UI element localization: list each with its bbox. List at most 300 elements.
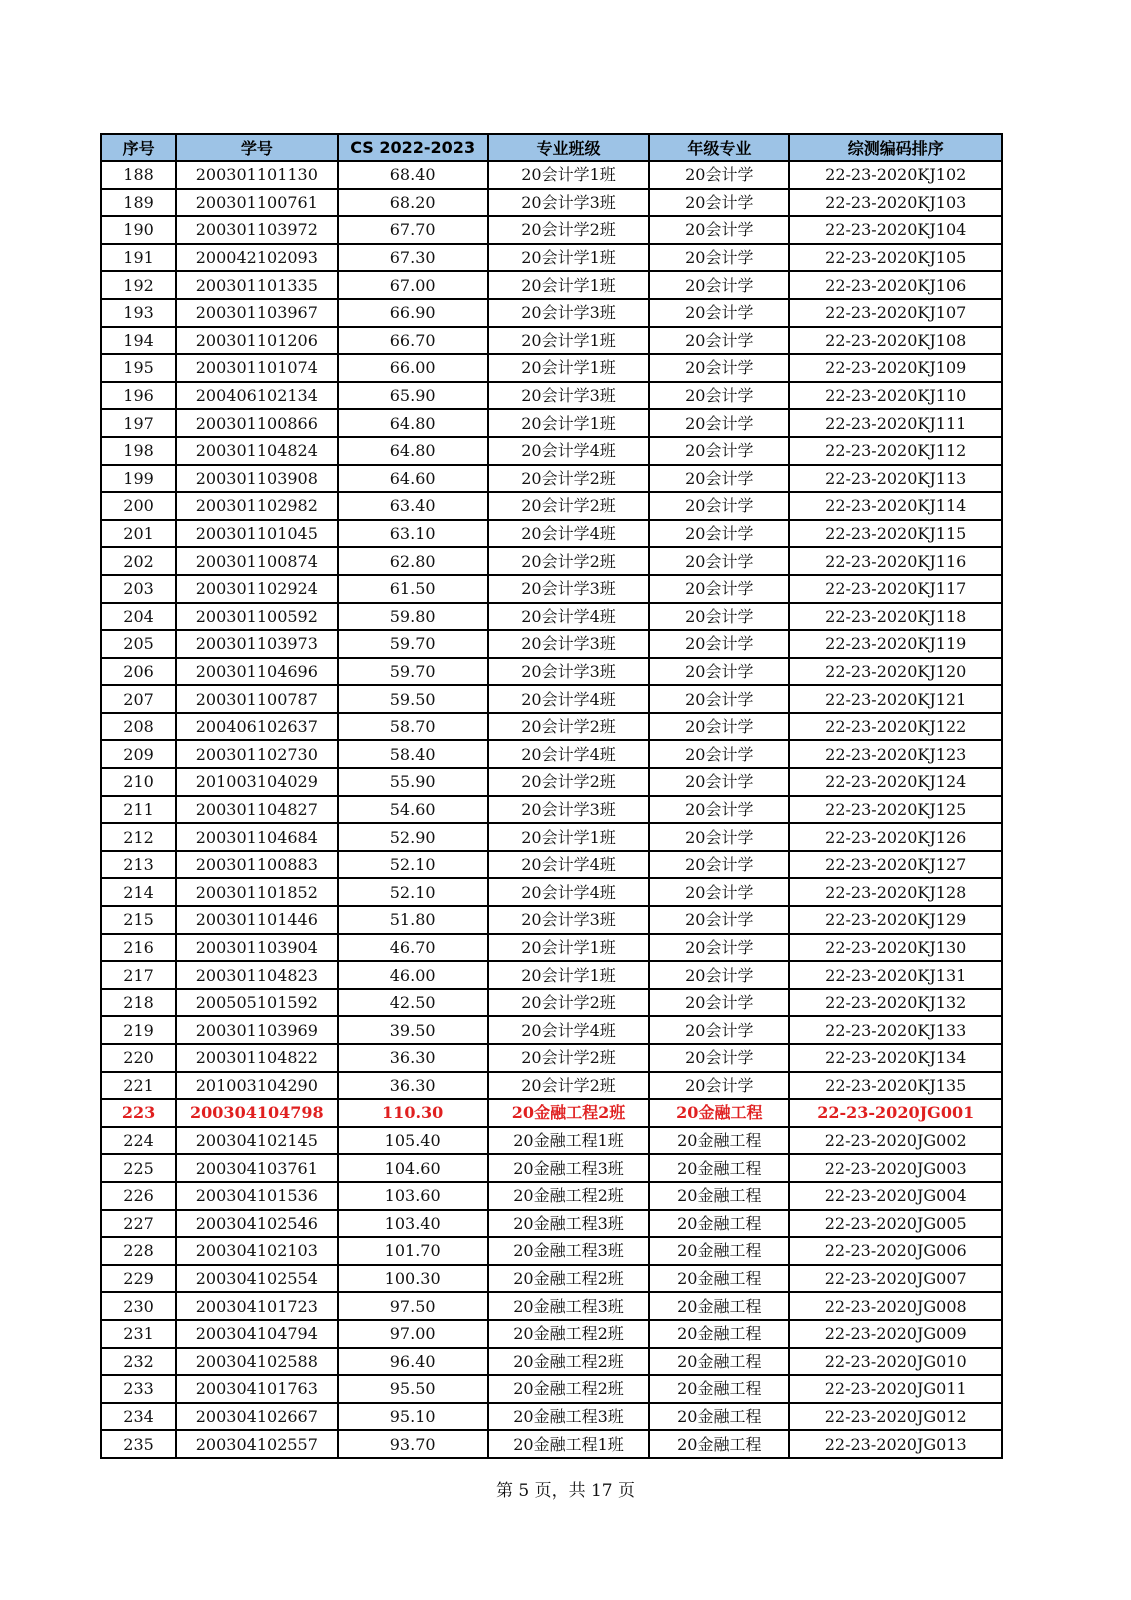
row-class: 20会计学4班 (488, 437, 649, 465)
row-class: 20金融工程2班 (488, 1265, 649, 1293)
row-grade-major: 20会计学 (649, 961, 789, 989)
row-student-id: 200304102588 (176, 1348, 337, 1376)
row-class: 20金融工程3班 (488, 1237, 649, 1265)
row-grade-major: 20会计学 (649, 354, 789, 382)
row-grade-major: 20会计学 (649, 382, 789, 410)
header-score: CS 2022-2023 (338, 134, 488, 161)
row-student-id: 200301100866 (176, 409, 337, 437)
row-grade-major: 20金融工程 (649, 1127, 789, 1155)
row-code: 22-23-2020KJ131 (789, 961, 1002, 989)
row-class: 20会计学3班 (488, 658, 649, 686)
table-row (101, 823, 1002, 851)
row-code: 22-23-2020JG008 (789, 1292, 1002, 1320)
row-seq: 199 (101, 465, 176, 493)
row-code: 22-23-2020KJ132 (789, 989, 1002, 1017)
row-seq: 216 (101, 934, 176, 962)
row-student-id: 200304104794 (176, 1320, 337, 1348)
row-grade-major: 20会计学 (649, 465, 789, 493)
row-score: 36.30 (338, 1072, 488, 1100)
row-seq: 221 (101, 1072, 176, 1100)
row-grade-major: 20金融工程 (649, 1375, 789, 1403)
row-student-id: 200301100761 (176, 189, 337, 217)
row-grade-major: 20会计学 (649, 216, 789, 244)
row-seq: 212 (101, 823, 176, 851)
row-student-id: 200406102637 (176, 713, 337, 741)
row-class: 20会计学1班 (488, 354, 649, 382)
row-score: 103.60 (338, 1182, 488, 1210)
row-seq: 191 (101, 244, 176, 272)
row-seq: 188 (101, 161, 176, 189)
row-score: 39.50 (338, 1016, 488, 1044)
row-score: 46.70 (338, 934, 488, 962)
row-seq: 203 (101, 575, 176, 603)
row-code: 22-23-2020KJ112 (789, 437, 1002, 465)
table-row (101, 161, 1002, 189)
row-class: 20金融工程3班 (488, 1210, 649, 1238)
row-grade-major: 20金融工程 (649, 1403, 789, 1431)
row-class: 20会计学1班 (488, 244, 649, 272)
row-score: 63.40 (338, 492, 488, 520)
table-row (101, 603, 1002, 631)
row-score: 66.70 (338, 327, 488, 355)
row-student-id: 201003104290 (176, 1072, 337, 1100)
row-grade-major: 20会计学 (649, 768, 789, 796)
row-seq: 192 (101, 271, 176, 299)
row-score: 67.30 (338, 244, 488, 272)
row-grade-major: 20金融工程 (649, 1210, 789, 1238)
row-code: 22-23-2020JG005 (789, 1210, 1002, 1238)
table-row (101, 492, 1002, 520)
row-class: 20金融工程2班 (488, 1182, 649, 1210)
row-student-id: 200301100874 (176, 547, 337, 575)
row-student-id: 200301103908 (176, 465, 337, 493)
row-seq: 207 (101, 685, 176, 713)
row-score: 95.10 (338, 1403, 488, 1431)
row-student-id: 200301104822 (176, 1044, 337, 1072)
row-class: 20会计学1班 (488, 934, 649, 962)
row-seq: 214 (101, 878, 176, 906)
row-seq: 218 (101, 989, 176, 1017)
row-seq: 224 (101, 1127, 176, 1155)
row-seq: 197 (101, 409, 176, 437)
row-class: 20会计学2班 (488, 1072, 649, 1100)
row-student-id: 200304102103 (176, 1237, 337, 1265)
row-student-id: 200301102982 (176, 492, 337, 520)
row-seq: 228 (101, 1237, 176, 1265)
row-score: 55.90 (338, 768, 488, 796)
row-student-id: 201003104029 (176, 768, 337, 796)
table-row (101, 878, 1002, 906)
row-code: 22-23-2020JG003 (789, 1154, 1002, 1182)
row-seq: 217 (101, 961, 176, 989)
table-row (101, 1320, 1002, 1348)
row-student-id: 200301103972 (176, 216, 337, 244)
row-seq: 234 (101, 1403, 176, 1431)
row-seq: 194 (101, 327, 176, 355)
row-class: 20会计学1班 (488, 961, 649, 989)
row-code: 22-23-2020KJ121 (789, 685, 1002, 713)
row-code: 22-23-2020KJ117 (789, 575, 1002, 603)
row-score: 97.50 (338, 1292, 488, 1320)
row-code: 22-23-2020KJ133 (789, 1016, 1002, 1044)
row-code: 22-23-2020JG006 (789, 1237, 1002, 1265)
row-student-id: 200301101045 (176, 520, 337, 548)
row-code: 22-23-2020JG013 (789, 1430, 1002, 1458)
row-student-id: 200301101852 (176, 878, 337, 906)
table-row (101, 796, 1002, 824)
header-student-id: 学号 (176, 134, 337, 161)
row-seq: 232 (101, 1348, 176, 1376)
table-row (101, 189, 1002, 217)
row-code: 22-23-2020JG002 (789, 1127, 1002, 1155)
row-code: 22-23-2020KJ115 (789, 520, 1002, 548)
row-grade-major: 20会计学 (649, 161, 789, 189)
row-seq: 202 (101, 547, 176, 575)
table-row (101, 575, 1002, 603)
row-class: 20会计学3班 (488, 575, 649, 603)
row-class: 20会计学3班 (488, 189, 649, 217)
row-score: 67.00 (338, 271, 488, 299)
row-seq: 205 (101, 630, 176, 658)
table-row (101, 989, 1002, 1017)
row-code: 22-23-2020KJ111 (789, 409, 1002, 437)
table-row (101, 1154, 1002, 1182)
row-score: 59.80 (338, 603, 488, 631)
table-body (101, 161, 1002, 1458)
row-code: 22-23-2020JG001 (789, 1099, 1002, 1127)
row-score: 101.70 (338, 1237, 488, 1265)
row-grade-major: 20会计学 (649, 437, 789, 465)
row-code: 22-23-2020KJ129 (789, 906, 1002, 934)
table-row (101, 768, 1002, 796)
table-row (101, 1348, 1002, 1376)
table-row (101, 713, 1002, 741)
row-score: 64.60 (338, 465, 488, 493)
row-student-id: 200042102093 (176, 244, 337, 272)
row-grade-major: 20金融工程 (649, 1182, 789, 1210)
row-student-id: 200301104824 (176, 437, 337, 465)
row-student-id: 200301103969 (176, 1016, 337, 1044)
table-row (101, 1210, 1002, 1238)
row-code: 22-23-2020KJ123 (789, 740, 1002, 768)
row-student-id: 200304102554 (176, 1265, 337, 1293)
row-code: 22-23-2020JG011 (789, 1375, 1002, 1403)
row-grade-major: 20会计学 (649, 878, 789, 906)
row-grade-major: 20会计学 (649, 989, 789, 1017)
row-student-id: 200301104684 (176, 823, 337, 851)
row-student-id: 200301103973 (176, 630, 337, 658)
row-student-id: 200304102546 (176, 1210, 337, 1238)
row-seq: 198 (101, 437, 176, 465)
row-score: 58.70 (338, 713, 488, 741)
row-seq: 223 (101, 1099, 176, 1127)
row-code: 22-23-2020KJ122 (789, 713, 1002, 741)
row-score: 68.40 (338, 161, 488, 189)
row-class: 20金融工程2班 (488, 1348, 649, 1376)
row-student-id: 200304102145 (176, 1127, 337, 1155)
row-grade-major: 20会计学 (649, 685, 789, 713)
row-score: 51.80 (338, 906, 488, 934)
row-score: 46.00 (338, 961, 488, 989)
row-class: 20会计学3班 (488, 796, 649, 824)
row-seq: 230 (101, 1292, 176, 1320)
row-grade-major: 20会计学 (649, 1044, 789, 1072)
row-code: 22-23-2020KJ103 (789, 189, 1002, 217)
row-class: 20金融工程2班 (488, 1099, 649, 1127)
row-class: 20会计学4班 (488, 520, 649, 548)
table-row (101, 1430, 1002, 1458)
row-grade-major: 20会计学 (649, 934, 789, 962)
row-score: 64.80 (338, 437, 488, 465)
row-grade-major: 20会计学 (649, 299, 789, 327)
table-row (101, 851, 1002, 879)
row-seq: 189 (101, 189, 176, 217)
row-code: 22-23-2020KJ119 (789, 630, 1002, 658)
header-seq: 序号 (101, 134, 176, 161)
header-grade-major: 年级专业 (649, 134, 789, 161)
row-code: 22-23-2020KJ124 (789, 768, 1002, 796)
row-code: 22-23-2020JG007 (789, 1265, 1002, 1293)
row-seq: 200 (101, 492, 176, 520)
row-class: 20会计学4班 (488, 851, 649, 879)
row-score: 97.00 (338, 1320, 488, 1348)
table-row (101, 1072, 1002, 1100)
row-code: 22-23-2020KJ116 (789, 547, 1002, 575)
table-row (101, 354, 1002, 382)
row-student-id: 200301101130 (176, 161, 337, 189)
row-class: 20会计学4班 (488, 740, 649, 768)
row-grade-major: 20会计学 (649, 520, 789, 548)
row-grade-major: 20会计学 (649, 189, 789, 217)
row-code: 22-23-2020KJ135 (789, 1072, 1002, 1100)
row-class: 20会计学4班 (488, 685, 649, 713)
header-class: 专业班级 (488, 134, 649, 161)
row-seq: 210 (101, 768, 176, 796)
row-seq: 219 (101, 1016, 176, 1044)
row-grade-major: 20会计学 (649, 327, 789, 355)
row-class: 20会计学1班 (488, 271, 649, 299)
row-seq: 193 (101, 299, 176, 327)
row-seq: 190 (101, 216, 176, 244)
table-row (101, 906, 1002, 934)
table-row (101, 1127, 1002, 1155)
row-student-id: 200301103904 (176, 934, 337, 962)
row-code: 22-23-2020KJ102 (789, 161, 1002, 189)
table-row (101, 658, 1002, 686)
row-score: 62.80 (338, 547, 488, 575)
table-row (101, 465, 1002, 493)
row-score: 63.10 (338, 520, 488, 548)
row-class: 20会计学1班 (488, 823, 649, 851)
row-score: 93.70 (338, 1430, 488, 1458)
row-score: 59.70 (338, 630, 488, 658)
row-code: 22-23-2020KJ106 (789, 271, 1002, 299)
row-student-id: 200301102924 (176, 575, 337, 603)
row-grade-major: 20会计学 (649, 409, 789, 437)
row-score: 100.30 (338, 1265, 488, 1293)
row-grade-major: 20金融工程 (649, 1099, 789, 1127)
row-student-id: 200304103761 (176, 1154, 337, 1182)
row-code: 22-23-2020JG004 (789, 1182, 1002, 1210)
row-seq: 208 (101, 713, 176, 741)
row-code: 22-23-2020KJ134 (789, 1044, 1002, 1072)
row-grade-major: 20会计学 (649, 823, 789, 851)
row-seq: 195 (101, 354, 176, 382)
row-student-id: 200301104823 (176, 961, 337, 989)
row-seq: 235 (101, 1430, 176, 1458)
row-grade-major: 20会计学 (649, 713, 789, 741)
row-code: 22-23-2020KJ110 (789, 382, 1002, 410)
row-class: 20金融工程1班 (488, 1430, 649, 1458)
row-grade-major: 20会计学 (649, 1016, 789, 1044)
table-row (101, 271, 1002, 299)
row-class: 20会计学2班 (488, 465, 649, 493)
table-row (101, 437, 1002, 465)
row-class: 20会计学2班 (488, 547, 649, 575)
row-student-id: 200301102730 (176, 740, 337, 768)
row-grade-major: 20会计学 (649, 271, 789, 299)
row-code: 22-23-2020KJ125 (789, 796, 1002, 824)
row-seq: 201 (101, 520, 176, 548)
row-grade-major: 20会计学 (649, 575, 789, 603)
row-code: 22-23-2020KJ104 (789, 216, 1002, 244)
row-student-id: 200301100592 (176, 603, 337, 631)
row-grade-major: 20会计学 (649, 658, 789, 686)
row-student-id: 200301100883 (176, 851, 337, 879)
row-student-id: 200304101763 (176, 1375, 337, 1403)
row-student-id: 200301101206 (176, 327, 337, 355)
table-row (101, 547, 1002, 575)
table-row (101, 1237, 1002, 1265)
row-student-id: 200304102667 (176, 1403, 337, 1431)
row-code: 22-23-2020KJ120 (789, 658, 1002, 686)
row-student-id: 200505101592 (176, 989, 337, 1017)
row-class: 20会计学3班 (488, 630, 649, 658)
row-student-id: 200301100787 (176, 685, 337, 713)
row-seq: 220 (101, 1044, 176, 1072)
row-score: 59.50 (338, 685, 488, 713)
row-grade-major: 20金融工程 (649, 1320, 789, 1348)
row-score: 61.50 (338, 575, 488, 603)
row-student-id: 200304102557 (176, 1430, 337, 1458)
row-class: 20会计学2班 (488, 989, 649, 1017)
row-grade-major: 20会计学 (649, 547, 789, 575)
row-score: 54.60 (338, 796, 488, 824)
table-row (101, 1265, 1002, 1293)
row-grade-major: 20会计学 (649, 740, 789, 768)
row-student-id: 200304101536 (176, 1182, 337, 1210)
row-code: 22-23-2020JG010 (789, 1348, 1002, 1376)
row-class: 20会计学1班 (488, 409, 649, 437)
row-class: 20金融工程2班 (488, 1375, 649, 1403)
row-student-id: 200301101335 (176, 271, 337, 299)
row-grade-major: 20会计学 (649, 630, 789, 658)
row-seq: 209 (101, 740, 176, 768)
row-student-id: 200301103967 (176, 299, 337, 327)
row-score: 52.90 (338, 823, 488, 851)
row-code: 22-23-2020JG009 (789, 1320, 1002, 1348)
row-score: 66.00 (338, 354, 488, 382)
table-row (101, 961, 1002, 989)
row-score: 42.50 (338, 989, 488, 1017)
row-class: 20会计学2班 (488, 768, 649, 796)
row-code: 22-23-2020KJ114 (789, 492, 1002, 520)
row-score: 36.30 (338, 1044, 488, 1072)
row-score: 68.20 (338, 189, 488, 217)
row-grade-major: 20会计学 (649, 244, 789, 272)
row-score: 103.40 (338, 1210, 488, 1238)
row-seq: 226 (101, 1182, 176, 1210)
table-row (101, 1016, 1002, 1044)
row-grade-major: 20会计学 (649, 1072, 789, 1100)
table-row (101, 1403, 1002, 1431)
row-seq: 227 (101, 1210, 176, 1238)
table-row (101, 299, 1002, 327)
row-score: 104.60 (338, 1154, 488, 1182)
row-student-id: 200301104696 (176, 658, 337, 686)
row-class: 20会计学2班 (488, 492, 649, 520)
row-grade-major: 20会计学 (649, 603, 789, 631)
row-class: 20金融工程3班 (488, 1292, 649, 1320)
row-code: 22-23-2020KJ127 (789, 851, 1002, 879)
table-row (101, 244, 1002, 272)
row-grade-major: 20金融工程 (649, 1237, 789, 1265)
table-row (101, 327, 1002, 355)
row-student-id: 200304104798 (176, 1099, 337, 1127)
table-row (101, 1292, 1002, 1320)
row-class: 20会计学4班 (488, 1016, 649, 1044)
row-class: 20会计学3班 (488, 299, 649, 327)
row-class: 20会计学4班 (488, 603, 649, 631)
table-row (101, 630, 1002, 658)
row-seq: 211 (101, 796, 176, 824)
row-seq: 196 (101, 382, 176, 410)
row-score: 66.90 (338, 299, 488, 327)
row-class: 20会计学2班 (488, 216, 649, 244)
row-class: 20会计学3班 (488, 382, 649, 410)
row-code: 22-23-2020KJ130 (789, 934, 1002, 962)
row-code: 22-23-2020JG012 (789, 1403, 1002, 1431)
row-code: 22-23-2020KJ107 (789, 299, 1002, 327)
row-class: 20金融工程1班 (488, 1127, 649, 1155)
row-score: 67.70 (338, 216, 488, 244)
row-score: 52.10 (338, 851, 488, 879)
table-row (101, 685, 1002, 713)
row-code: 22-23-2020KJ105 (789, 244, 1002, 272)
row-code: 22-23-2020KJ109 (789, 354, 1002, 382)
row-score: 58.40 (338, 740, 488, 768)
row-score: 105.40 (338, 1127, 488, 1155)
row-student-id: 200301101446 (176, 906, 337, 934)
row-score: 64.80 (338, 409, 488, 437)
header-code: 综测编码排序 (789, 134, 1002, 161)
table-row (101, 216, 1002, 244)
row-student-id: 200301104827 (176, 796, 337, 824)
table-row (101, 1375, 1002, 1403)
row-class: 20会计学1班 (488, 161, 649, 189)
row-code: 22-23-2020KJ113 (789, 465, 1002, 493)
table-row (101, 740, 1002, 768)
row-score: 65.90 (338, 382, 488, 410)
row-grade-major: 20金融工程 (649, 1265, 789, 1293)
row-code: 22-23-2020KJ118 (789, 603, 1002, 631)
row-class: 20会计学2班 (488, 713, 649, 741)
row-class: 20会计学1班 (488, 327, 649, 355)
row-student-id: 200406102134 (176, 382, 337, 410)
row-grade-major: 20会计学 (649, 851, 789, 879)
row-student-id: 200301101074 (176, 354, 337, 382)
table-row (101, 520, 1002, 548)
